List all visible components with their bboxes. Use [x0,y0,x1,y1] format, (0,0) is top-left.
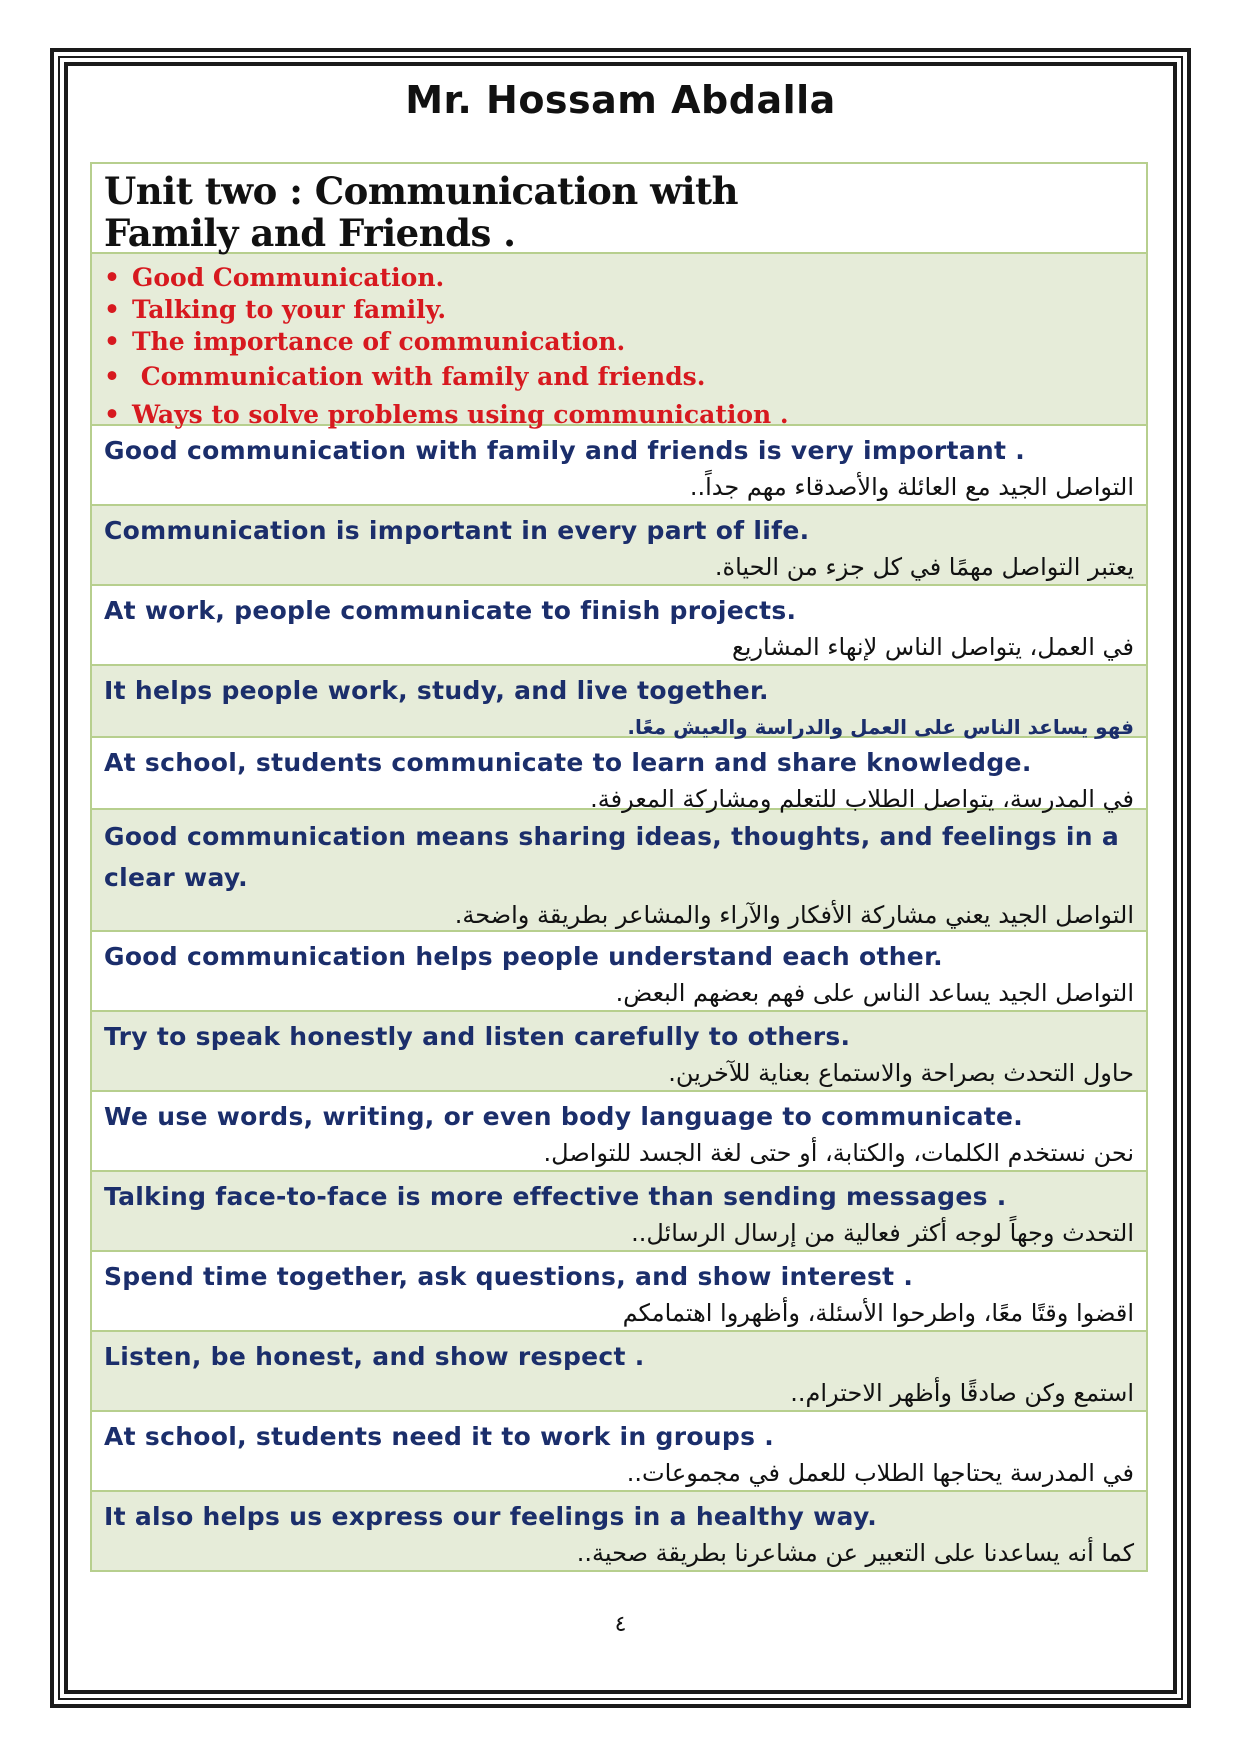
arabic-translation: كما أنه يساعدنا على التعبير عن مشاعرنا بطريقة صحية.. [576,1539,1134,1567]
topic-item: • Good Communication. [104,263,445,292]
english-sentence: It also helps us express our feelings in a healthy way. [104,1502,878,1531]
sentence-row [92,1010,1146,1090]
arabic-translation: استمع وكن صادقًا وأظهر الاحترام.. [790,1379,1134,1407]
english-sentence: At school, students need it to work in groups . [104,1422,775,1451]
sentence-row [92,1330,1146,1410]
topic-item: • The importance of communication. [104,327,626,356]
english-sentence: Good communication helps people understand each other. [104,942,943,971]
sentence-row [92,424,1146,504]
topic-item: • Ways to solve problems using communication . [104,400,789,429]
english-sentence: Good communication with family and friends is very important . [104,436,1026,465]
arabic-translation: التحدث وجهاً لوجه أكثر فعالية من إرسال الرسائل.. [631,1219,1134,1247]
topic-item: • Talking to your family. [104,295,447,324]
sentence-row [92,584,1146,664]
arabic-translation: يعتبر التواصل مهمًا في كل جزء من الحياة. [714,553,1134,581]
sentence-row [92,504,1146,584]
sentence-row [92,1490,1146,1570]
unit-title-line-2: Family and Friends . [104,211,516,255]
sentence-row [92,664,1146,739]
unit-title [92,164,1146,255]
topics-list [92,252,1146,429]
english-sentence: Communication is important in every part of life. [104,516,810,545]
arabic-translation: التواصل الجيد يعني مشاركة الأفكار والآراء والمشاعر بطريقة واضحة. [454,901,1134,929]
arabic-translation: في المدرسة، يتواصل الطلاب للتعلم ومشاركة المعرفة. [590,785,1134,813]
arabic-translation: في المدرسة يحتاجها الطلاب للعمل في مجموعات.. [626,1459,1134,1487]
english-sentence: At work, people communicate to finish projects. [104,596,797,625]
topic-item: • Communication with family and friends. [104,362,706,391]
english-sentence: We use words, writing, or even body language to communicate. [104,1102,1024,1131]
arabic-translation: حاول التحدث بصراحة والاستماع بعناية للآخرين. [668,1059,1134,1087]
author-name: Mr. Hossam Abdalla [405,78,836,122]
arabic-translation: التواصل الجيد مع العائلة والأصدقاء مهم جداً.. [689,473,1134,501]
english-sentence: At school, students communicate to learn and share knowledge. [104,748,1032,777]
sentence-row [92,808,1146,930]
sentence-row [92,930,1146,1010]
english-sentence: Listen, be honest, and show respect . [104,1342,645,1371]
page-number: ٤ [614,1612,627,1637]
arabic-translation: في العمل، يتواصل الناس لإنهاء المشاريع [732,633,1134,661]
english-sentence: Try to speak honestly and listen carefully to others. [104,1022,851,1051]
sentence-row [92,1250,1146,1330]
arabic-translation: نحن نستخدم الكلمات، والكتابة، أو حتى لغة الجسد للتواصل. [543,1139,1134,1167]
unit-title-line-1: Unit two : Communication with [104,169,739,213]
sentence-row [92,1090,1146,1170]
sentence-row [92,1410,1146,1490]
english-sentence: Talking face-to-face is more effective than sending messages . [104,1182,1007,1211]
english-sentence: Good communication means sharing ideas, thoughts, and feelings in a clear way. [104,822,1120,892]
arabic-translation: اقضوا وقتًا معًا، واطرحوا الأسئلة، وأظهروا اهتمامكم [622,1299,1134,1327]
arabic-translation: فهو يساعد الناس على العمل والدراسة والعيش معًا. [627,715,1134,739]
sentence-row [92,736,1146,813]
sentence-row [92,1170,1146,1250]
lesson-table [90,162,1148,1572]
english-sentence: It helps people work, study, and live together. [104,676,769,705]
english-sentence: Spend time together, ask questions, and show interest . [104,1262,914,1291]
arabic-translation: التواصل الجيد يساعد الناس على فهم بعضهم البعض. [615,979,1134,1007]
